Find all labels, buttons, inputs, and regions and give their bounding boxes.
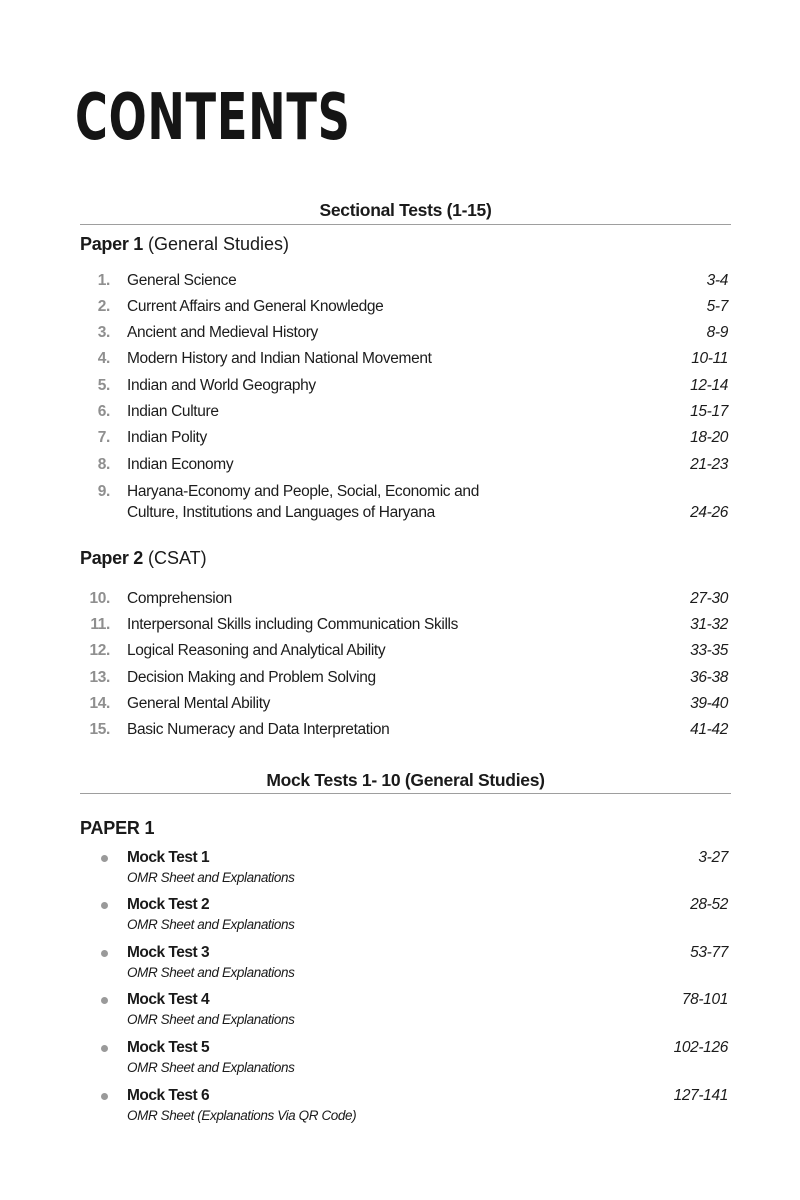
toc-page-range: 18-20 (690, 429, 728, 446)
toc-number: 12. (89, 642, 110, 659)
page-title: CONTENTS (75, 81, 351, 155)
toc-page-range: 31-32 (690, 616, 728, 633)
toc-number: 7. (97, 429, 110, 446)
paper-2-subtitle: (CSAT) (147, 548, 207, 568)
toc-title: Basic Numeracy and Data Interpretation (127, 721, 390, 738)
mock-test-page-range: 3-27 (698, 849, 728, 866)
toc-number: 8. (97, 456, 110, 473)
paper-1-heading (80, 233, 289, 255)
toc-page-range: 41-42 (690, 721, 728, 738)
toc-page-range: 33-35 (690, 642, 728, 659)
mock-test-subtitle: OMR Sheet and Explanations (127, 917, 295, 932)
bullet-icon (101, 950, 108, 957)
sectional-tests-heading: Sectional Tests (1-15) (319, 200, 492, 220)
paper-1-subtitle: (General Studies) (147, 234, 290, 254)
paper-1-label: Paper 1 (80, 234, 143, 254)
toc-number: 2. (97, 298, 110, 315)
toc-title: Decision Making and Problem Solving (127, 669, 376, 686)
toc-title: Current Affairs and General Knowledge (127, 298, 384, 315)
toc-title: Logical Reasoning and Analytical Ability (127, 642, 386, 659)
toc-title: Indian Polity (127, 429, 207, 446)
toc-page-range: 5-7 (706, 298, 728, 315)
toc-number: 1. (97, 272, 110, 289)
toc-page-range: 27-30 (690, 590, 728, 607)
toc-title: Comprehension (127, 590, 232, 607)
toc-title: General Mental Ability (127, 695, 271, 712)
toc-number: 11. (90, 616, 110, 633)
toc-page-range: 24-26 (690, 504, 728, 521)
mock-test-title: Mock Test 4 (127, 991, 210, 1008)
mock-test-page-range: 78-101 (681, 991, 728, 1008)
bullet-icon (101, 855, 108, 862)
mock-test-title: Mock Test 5 (127, 1039, 210, 1056)
toc-page-range: 36-38 (690, 669, 728, 686)
toc-title: General Science (127, 272, 237, 289)
mock-test-subtitle: OMR Sheet and Explanations (127, 870, 295, 885)
mock-divider (80, 793, 731, 794)
mock-test-page-range: 53-77 (690, 944, 728, 961)
sectional-divider (80, 224, 731, 225)
toc-number: 4. (97, 350, 110, 367)
toc-number: 5. (97, 377, 110, 394)
toc-number: 3. (97, 324, 110, 341)
paper-2-label: Paper 2 (80, 548, 143, 568)
toc-number: 10. (89, 590, 110, 607)
toc-page-range: 15-17 (690, 403, 728, 420)
toc-title-line-1: Haryana-Economy and People, Social, Economic and (127, 483, 479, 500)
toc-page-range: 10-11 (691, 350, 728, 367)
toc-number: 15. (89, 721, 110, 738)
toc-page-range: 8-9 (706, 324, 728, 341)
toc-title: Indian Culture (127, 403, 219, 420)
toc-title: Modern History and Indian National Movement (127, 350, 432, 367)
toc-title: Interpersonal Skills including Communication Skills (127, 616, 459, 633)
mock-test-page-range: 28-52 (690, 896, 728, 913)
mock-tests-heading: Mock Tests 1- 10 (General Studies) (266, 770, 545, 790)
bullet-icon (101, 1045, 108, 1052)
mock-test-title: Mock Test 1 (127, 849, 210, 866)
mock-test-subtitle: OMR Sheet and Explanations (127, 1060, 295, 1075)
toc-number: 14. (89, 695, 110, 712)
toc-page-range: 3-4 (706, 272, 728, 289)
mock-test-subtitle: OMR Sheet (Explanations Via QR Code) (127, 1108, 357, 1123)
mock-test-subtitle: OMR Sheet and Explanations (127, 1012, 295, 1027)
toc-title: Indian and World Geography (127, 377, 316, 394)
bullet-icon (101, 902, 108, 909)
mock-test-page-range: 102-126 (673, 1039, 728, 1056)
toc-title: Indian Economy (127, 456, 234, 473)
toc-page-range: 39-40 (690, 695, 728, 712)
bullet-icon (101, 997, 108, 1004)
paper-2-heading (80, 547, 207, 569)
mock-paper-1-heading: PAPER 1 (80, 818, 155, 838)
toc-title-line-2: Culture, Institutions and Languages of Haryana (127, 504, 435, 521)
toc-page-range: 21-23 (690, 456, 728, 473)
mock-test-subtitle: OMR Sheet and Explanations (127, 965, 295, 980)
toc-number: 9. (97, 483, 110, 500)
toc-number: 13. (89, 669, 110, 686)
toc-number: 6. (97, 403, 110, 420)
toc-title: Ancient and Medieval History (127, 324, 318, 341)
mock-test-title: Mock Test 3 (127, 944, 210, 961)
mock-test-title: Mock Test 6 (127, 1087, 210, 1104)
toc-page-range: 12-14 (690, 377, 728, 394)
mock-test-page-range: 127-141 (673, 1087, 728, 1104)
mock-test-title: Mock Test 2 (127, 896, 210, 913)
bullet-icon (101, 1093, 108, 1100)
